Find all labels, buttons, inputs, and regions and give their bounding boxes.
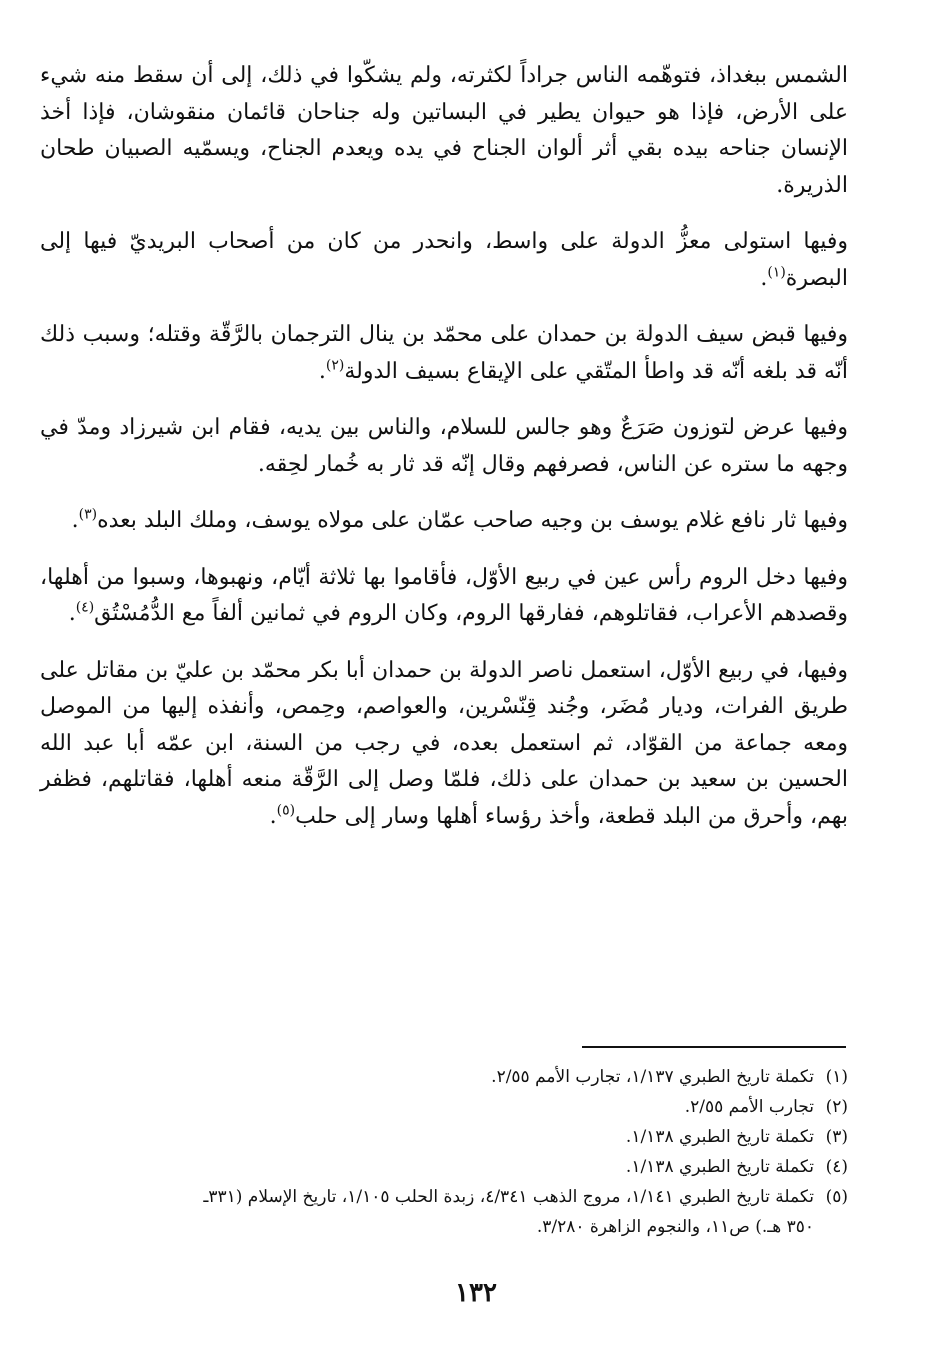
footnote-number: (١) <box>825 1067 848 1087</box>
paragraph: وفيها، في ربيع الأوّل، استعمل ناصر الدولة بن حمدان أبا بكر محمّد بن عليّ بن مقاتل على طريق الفرات، وديار مُضَر، وجُند قِنّسْرين، والعواصم، وحِمص، وأنفذه إليها من الموصل ومعه جماعة من القوّاد، ثم استعمل بعده، في رجب من السنة، ابن عمّه أبا عبد الله الحسين بن سعيد بن حمدان على ذلك، فلمّا وصل إلى الرَّقّة منعه أهلها، فقاتلهم، فظفر بهم، وأحرق من البلد قطعة، وأخذ رؤساء أهلها وسار إلى حلب$^{(٥)}$. <box>40 657 848 829</box>
footnote-separator <box>582 1046 846 1048</box>
footnote <box>40 1062 848 1092</box>
footnote-number: (٣) <box>825 1127 848 1147</box>
footnote-text: تجارب الأمم ٢/٥٥. <box>684 1097 814 1117</box>
footnote-text: تكملة تاريخ الطبري ١/١٣٧، تجارب الأمم ٢/٥٥. <box>491 1067 814 1087</box>
footnotes <box>40 1062 848 1242</box>
paragraph: الشمس ببغداذ، فتوهّمه الناس جراداً لكثرته، ولم يشكّوا في ذلك، إلى أن سقط منه شيء على الأرض، فإذا هو حيوان يطير في البساتين وله جناحان قائمان منقوشان، فإذا أخذ الإنسان جناحه بيده بقي أثر ألوان الجناح في يده ويعدم الجناح، ويسمّيه الصبيان طحان الذريرة. <box>40 63 848 198</box>
footnote-text: تكملة تاريخ الطبري ١/١٣٨. <box>625 1157 814 1177</box>
main-text <box>40 58 848 835</box>
paragraph: وفيها قبض سيف الدولة بن حمدان على محمّد بن ينال الترجمان بالرَّقّة وقتله؛ وسبب ذلك أنّه قد بلغه أنّه قد واطأ المتّقي على الإيقاع بسيف الدولة$^{(٢)}$. <box>40 322 848 384</box>
footnote-continuation: ٣٥٠ هـ.) ص١١، والنجوم الزاهرة ٣/٢٨٠. <box>536 1217 814 1237</box>
footnote-number: (٤) <box>825 1157 848 1177</box>
footnote-ref: (١) <box>767 264 786 281</box>
page-number: ١٣٢ <box>455 1278 497 1308</box>
footnote-text: تكملة تاريخ الطبري ١/١٣٨. <box>625 1127 814 1147</box>
footnote-ref: (٣) <box>78 506 98 523</box>
footnote-text: تكملة تاريخ الطبري ١/١٤١، مروج الذهب ٤/٣٤١، زبدة الحلب ١/١٠٥، تاريخ الإسلام (٣٣١ـ <box>203 1187 814 1207</box>
footnote-number: (٢) <box>825 1097 848 1117</box>
footnote <box>40 1182 848 1212</box>
footnote-ref: (٥) <box>276 802 296 819</box>
paragraph: وفيها عرض لتوزون صَرَعٌ وهو جالس للسلام، والناس بين يديه، فقام ابن شيرزاد ومدّ في وجهه ما ستره عن الناس، فصرفهم وقال إنّه قد ثار به خُمار لحِقه. <box>40 415 848 477</box>
footnote-ref: (٤) <box>75 599 95 616</box>
footnote <box>40 1152 848 1182</box>
footnote-ref: (٢) <box>325 357 345 374</box>
paragraph: وفيها ثار نافع غلام يوسف بن وجيه صاحب عمّان على مولاه يوسف، وملك البلد بعده$^{(٣)}$. <box>71 506 848 533</box>
footnote <box>40 1092 848 1122</box>
paragraph: وفيها دخل الروم رأس عين في ربيع الأوّل، فأقاموا بها ثلاثة أيّام، ونهبوها، وسبوا من أهلها، وقصدهم الأعراب، فقاتلوهم، ففارقها الروم، وكان الروم في ثمانين ألفاً مع الدُّمُسْتُق$^{(٤)}$. <box>40 564 848 626</box>
footnote-number: (٥) <box>825 1187 848 1207</box>
footnote <box>40 1122 848 1152</box>
paragraph: وفيها استولى معزُّ الدولة على واسط، وانحدر من كان من أصحاب البريديّ فيها إلى البصرة$^{(١)}$. <box>40 229 848 291</box>
